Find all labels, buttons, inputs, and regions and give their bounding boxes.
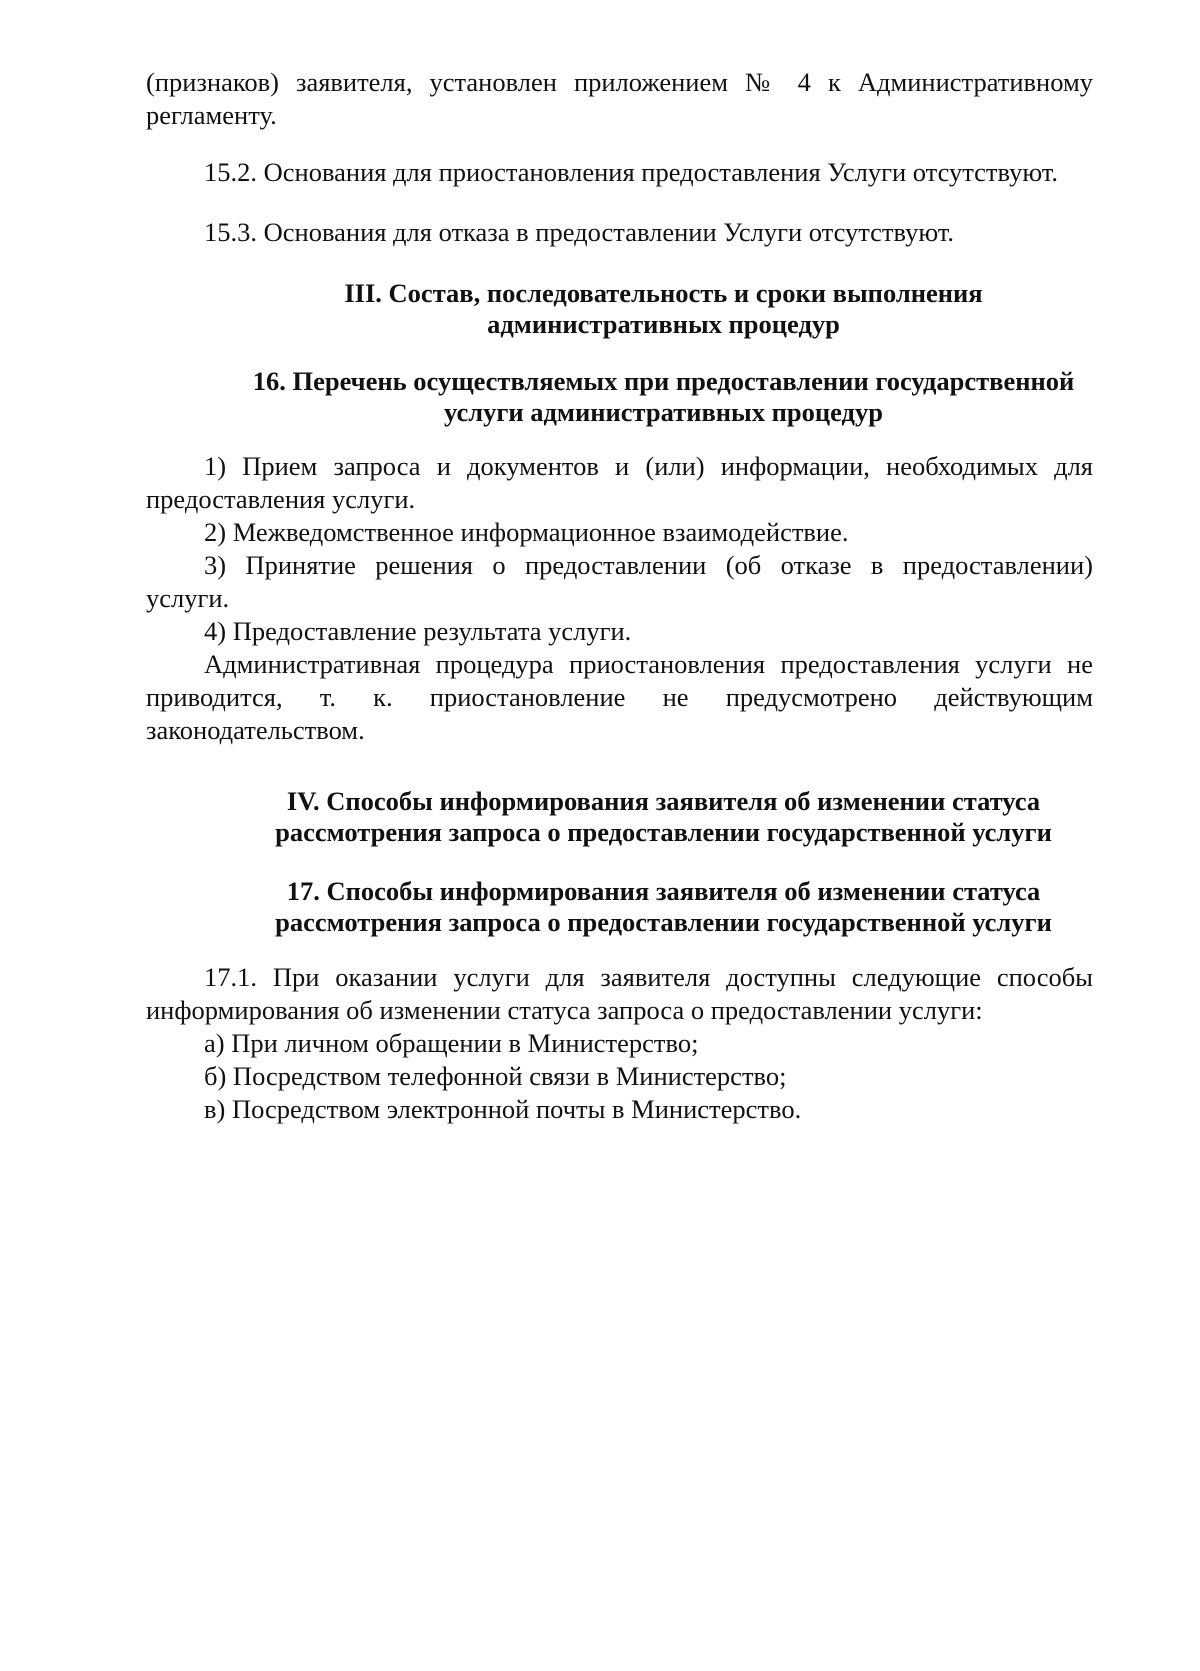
section-17-heading-line-2: рассмотрения запроса о предоставлении государственной услуги: [275, 907, 1052, 937]
section-17-heading-line-1: 17. Способы информирования заявителя об изменении статуса: [286, 876, 1041, 906]
section-iii-heading-line-1: III. Состав, последовательность и сроки выполнения: [344, 278, 983, 308]
section-16-heading-line-2: услуги административных процедур: [444, 397, 883, 427]
procedure-item-1-line-1: 1) Прием запроса и документов и (или) информации, необходимых для: [204, 451, 1093, 481]
procedure-note-line-2: приводится, т. к. приостановление не предусмотрено действующим: [146, 682, 1093, 712]
section-16-heading-line-1: 16. Перечень осуществляемых при предоставлении государственной: [252, 366, 1075, 396]
procedure-note: [146, 648, 1093, 747]
section-17-heading: [190, 876, 1137, 938]
informing-method-b: б) Посредством телефонной связи в Министерство;: [204, 1061, 787, 1091]
procedure-item-1-line-2: предоставления услуги.: [146, 484, 416, 514]
procedure-item-3-line-1: 3) Принятие решения о предоставлении (об отказе в предоставлении): [204, 550, 1093, 580]
section-iv-heading-line-1: IV. Способы информирования заявителя об изменении статуса: [286, 786, 1041, 816]
continuation-paragraph: [146, 66, 1093, 132]
section-iv-heading: [190, 786, 1137, 848]
continuation-line-2: регламенту.: [146, 100, 277, 130]
procedure-note-line-3: законодательством.: [146, 715, 365, 745]
procedure-note-line-1: Административная процедура приостановления предоставления услуги не: [204, 649, 1093, 679]
clause-17-1-line-1: 17.1. При оказании услуги для заявителя доступны следующие способы: [204, 962, 1093, 992]
clause-15-2: 15.2. Основания для приостановления предоставления Услуги отсутствуют.: [204, 157, 1059, 187]
informing-method-c: в) Посредством электронной почты в Министерство.: [204, 1094, 802, 1124]
section-iii-heading-line-2: административных процедур: [487, 309, 840, 339]
procedure-item-2: 2) Межведомственное информационное взаимодействие.: [204, 517, 849, 547]
informing-method-a: а) При личном обращении в Министерство;: [204, 1028, 699, 1058]
procedure-item-3-line-2: услуги.: [146, 583, 230, 613]
clause-17-1-line-2: информирования об изменении статуса запроса о предоставлении услуги:: [146, 995, 983, 1025]
procedure-item-4: 4) Предоставление результата услуги.: [204, 616, 632, 646]
clause-15-3: 15.3. Основания для отказа в предоставлении Услуги отсутствуют.: [204, 217, 954, 247]
section-iv-heading-line-2: рассмотрения запроса о предоставлении государственной услуги: [275, 817, 1052, 847]
section-iii-heading: [190, 278, 1137, 340]
continuation-line-1: (признаков) заявителя, установлен приложением № 4 к Административному: [146, 67, 1093, 97]
section-16-heading: [190, 366, 1137, 428]
clause-17-1: [146, 961, 1093, 1126]
procedure-item-1: [146, 450, 1093, 516]
procedure-item-3: [146, 549, 1093, 615]
